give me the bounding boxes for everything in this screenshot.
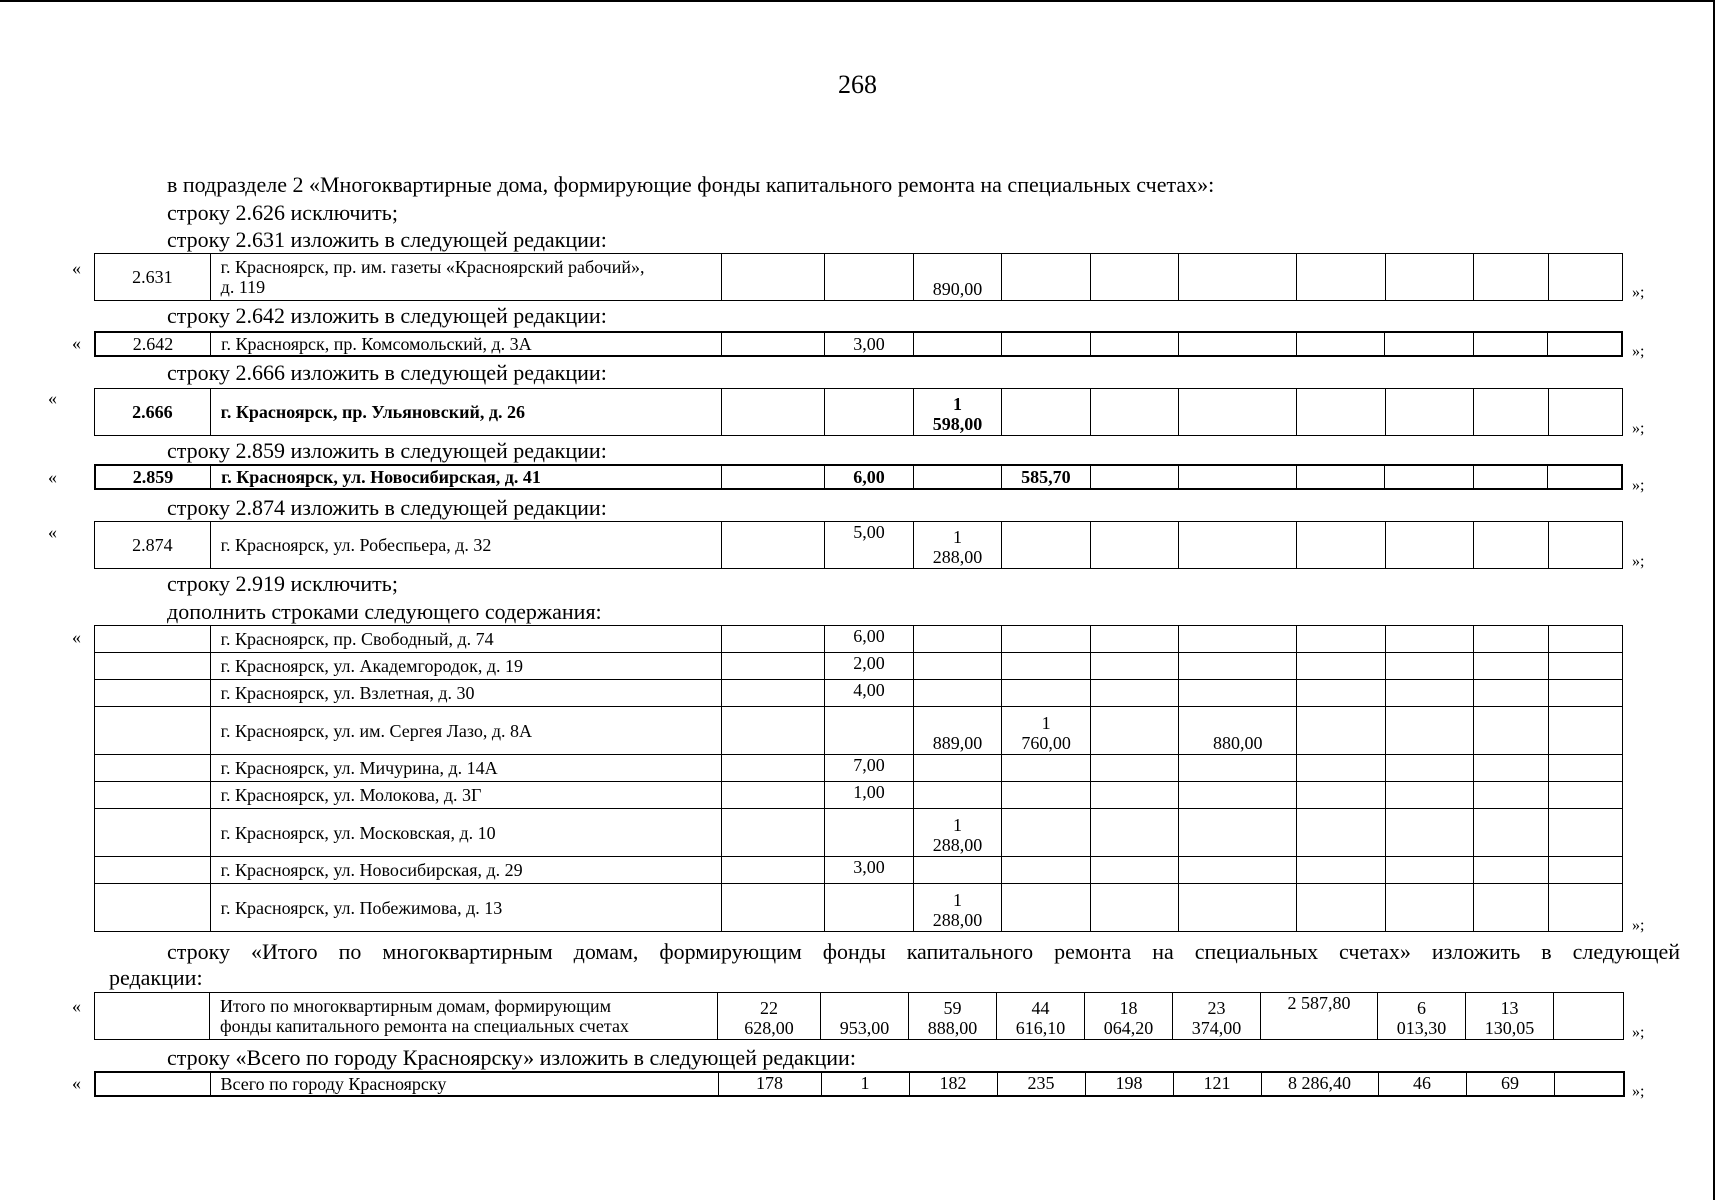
value-part: 18 bbox=[1119, 998, 1138, 1018]
value-cell bbox=[1466, 993, 1554, 1040]
value-cell bbox=[1548, 680, 1623, 707]
value-cell bbox=[913, 522, 1002, 569]
value-cell bbox=[721, 522, 825, 569]
row-number bbox=[95, 782, 211, 809]
table-row bbox=[95, 680, 1623, 707]
table-row bbox=[95, 809, 1623, 857]
value-cell bbox=[1297, 522, 1386, 569]
instruction-add-rows: дополнить строками следующего содержания: bbox=[167, 599, 602, 624]
open-quote: « bbox=[72, 996, 81, 1016]
value-cell bbox=[1385, 857, 1474, 884]
value-cell bbox=[913, 653, 1002, 680]
value-cell bbox=[721, 809, 825, 857]
value-cell bbox=[825, 707, 914, 755]
value-cell bbox=[1474, 809, 1548, 857]
value-part: 130,05 bbox=[1484, 1018, 1535, 1038]
value-cell bbox=[1548, 782, 1623, 809]
value-cell bbox=[721, 653, 825, 680]
table-row-2642 bbox=[94, 331, 1623, 357]
address-cell: г. Красноярск, пр. Ульяновский, д. 26 bbox=[210, 389, 721, 436]
value-cell bbox=[1090, 653, 1179, 680]
value-cell bbox=[1002, 653, 1091, 680]
value-cell bbox=[1297, 884, 1386, 932]
open-quote: « bbox=[72, 258, 81, 278]
close-quote: »; bbox=[1632, 477, 1645, 494]
value-cell bbox=[1474, 389, 1548, 436]
value-cell bbox=[825, 389, 914, 436]
table-row bbox=[95, 707, 1623, 755]
value-cell bbox=[721, 782, 825, 809]
value-part: 288,00 bbox=[932, 835, 983, 855]
value-cell bbox=[825, 809, 914, 857]
value-cell bbox=[721, 680, 825, 707]
table-row bbox=[95, 857, 1623, 884]
value-cell: 1 bbox=[821, 1072, 909, 1096]
value-part: 064,20 bbox=[1103, 1018, 1154, 1038]
total-label-line: фонды капитального ремонта на специальных счетах bbox=[220, 1016, 629, 1036]
value-part: 6 bbox=[1417, 998, 1426, 1018]
value-cell bbox=[913, 782, 1002, 809]
value-cell bbox=[1385, 680, 1474, 707]
row-number bbox=[95, 707, 211, 755]
value-cell bbox=[1090, 332, 1178, 356]
value-cell bbox=[1297, 626, 1386, 653]
value-cell bbox=[1548, 857, 1623, 884]
value-cell bbox=[721, 465, 825, 489]
table-row bbox=[95, 626, 1623, 653]
value-cell bbox=[1385, 332, 1473, 356]
value-cell bbox=[1474, 653, 1548, 680]
value-cell: 121 bbox=[1173, 1072, 1261, 1096]
value-cell: 46 bbox=[1378, 1072, 1466, 1096]
value-cell: 6,00 bbox=[825, 626, 914, 653]
value-cell: 2,00 bbox=[825, 653, 914, 680]
value-cell bbox=[1385, 626, 1474, 653]
value-part: 1 bbox=[1041, 713, 1051, 733]
value-cell: 235 bbox=[997, 1072, 1085, 1096]
value-cell bbox=[1179, 680, 1297, 707]
close-quote: »; bbox=[1632, 420, 1645, 437]
value-cell bbox=[913, 857, 1002, 884]
row-number bbox=[95, 626, 211, 653]
value-cell bbox=[1548, 465, 1623, 489]
value-cell bbox=[909, 993, 997, 1040]
value-cell bbox=[1548, 755, 1623, 782]
value-part: 598,00 bbox=[932, 414, 983, 434]
value-part: 22 bbox=[760, 998, 778, 1018]
close-quote: »; bbox=[1632, 284, 1645, 301]
value-cell bbox=[721, 755, 825, 782]
value-part: 1 bbox=[953, 815, 963, 835]
value-cell bbox=[1474, 782, 1548, 809]
table-row bbox=[95, 782, 1623, 809]
value-cell bbox=[1473, 332, 1547, 356]
value-cell bbox=[1002, 680, 1091, 707]
value-cell bbox=[1548, 254, 1623, 301]
row-number bbox=[95, 809, 211, 857]
value-cell bbox=[1297, 389, 1386, 436]
open-quote: « bbox=[72, 1073, 81, 1093]
value-cell bbox=[721, 707, 825, 755]
row-number bbox=[95, 653, 211, 680]
value-cell bbox=[825, 884, 914, 932]
table-row-2859 bbox=[94, 464, 1623, 490]
table-row bbox=[95, 755, 1623, 782]
value-cell bbox=[1002, 332, 1090, 356]
value-cell bbox=[1002, 626, 1091, 653]
value-part: 628,00 bbox=[744, 1018, 794, 1038]
value-cell bbox=[913, 809, 1002, 857]
instruction-edit-2666: строку 2.666 изложить в следующей редакции: bbox=[167, 360, 607, 385]
value-part: 013,30 bbox=[1396, 1018, 1447, 1038]
value-cell bbox=[1297, 254, 1386, 301]
value-cell bbox=[1385, 809, 1474, 857]
instruction-exclude-2919: строку 2.919 исключить; bbox=[167, 571, 398, 596]
open-quote: « bbox=[48, 522, 57, 542]
value-cell bbox=[721, 254, 825, 301]
value-cell bbox=[1297, 680, 1386, 707]
value-cell bbox=[1179, 389, 1297, 436]
value-cell bbox=[721, 332, 825, 356]
address-cell: г. Красноярск, ул. Взлетная, д. 30 bbox=[210, 680, 721, 707]
page-number: 268 bbox=[838, 70, 877, 99]
row-number bbox=[95, 857, 211, 884]
value-cell bbox=[1385, 254, 1474, 301]
value-cell: 182 bbox=[909, 1072, 997, 1096]
address-cell: г. Красноярск, ул. Молокова, д. 3Г bbox=[210, 782, 721, 809]
value-part: 616,10 bbox=[1015, 1018, 1066, 1038]
close-quote: »; bbox=[1632, 1083, 1645, 1100]
value-cell bbox=[1297, 782, 1386, 809]
row-number: 2.642 bbox=[95, 332, 211, 356]
value-cell bbox=[1474, 626, 1548, 653]
value-cell bbox=[825, 254, 914, 301]
instruction-edit-2874: строку 2.874 изложить в следующей редакции: bbox=[167, 495, 607, 520]
value-part: 288,00 bbox=[932, 910, 983, 930]
address-cell: г. Красноярск, ул. Новосибирская, д. 29 bbox=[210, 857, 721, 884]
address-cell: г. Красноярск, ул. Новосибирская, д. 41 bbox=[211, 465, 722, 489]
value-cell bbox=[1179, 755, 1297, 782]
address-cell: г. Красноярск, ул. Московская, д. 10 bbox=[210, 809, 721, 857]
address-cell: г. Красноярск, ул. Мичурина, д. 14А bbox=[210, 755, 721, 782]
table-row-2631 bbox=[94, 253, 1623, 301]
value-part: 374,00 bbox=[1191, 1018, 1242, 1038]
value-cell bbox=[1179, 782, 1297, 809]
value-cell: 889,00 bbox=[913, 707, 1002, 755]
added-rows-table bbox=[94, 625, 1623, 932]
value-cell: 3,00 bbox=[825, 857, 914, 884]
value-cell bbox=[1385, 755, 1474, 782]
value-cell bbox=[1378, 993, 1466, 1040]
value-cell bbox=[1385, 707, 1474, 755]
value-cell: 953,00 bbox=[821, 993, 909, 1040]
value-cell bbox=[1090, 857, 1179, 884]
value-cell: 585,70 bbox=[1002, 465, 1090, 489]
table-row-2666 bbox=[94, 388, 1623, 436]
value-cell bbox=[913, 884, 1002, 932]
value-cell bbox=[1385, 653, 1474, 680]
open-quote: « bbox=[48, 388, 57, 408]
value-cell bbox=[1002, 755, 1091, 782]
value-cell bbox=[1297, 857, 1386, 884]
value-cell bbox=[1548, 332, 1623, 356]
value-cell bbox=[1179, 254, 1297, 301]
value-cell bbox=[1548, 389, 1623, 436]
address-cell: г. Красноярск, пр. Свободный, д. 74 bbox=[210, 626, 721, 653]
value-cell bbox=[1090, 884, 1179, 932]
value-cell bbox=[1385, 782, 1474, 809]
value-cell bbox=[913, 755, 1002, 782]
value-cell: 1,00 bbox=[825, 782, 914, 809]
value-cell bbox=[1548, 653, 1623, 680]
address-line: г. Красноярск, пр. им. газеты «Красноярский рабочий», bbox=[220, 257, 645, 277]
value-cell: 8 286,40 bbox=[1261, 1072, 1378, 1096]
close-quote: »; bbox=[1632, 917, 1645, 934]
value-cell bbox=[1173, 993, 1261, 1040]
value-cell bbox=[1296, 332, 1384, 356]
value-cell bbox=[1090, 522, 1179, 569]
value-cell bbox=[1090, 707, 1179, 755]
instruction-edit-vsego: строку «Всего по городу Красноярску» изложить в следующей редакции: bbox=[167, 1045, 856, 1070]
total-label-cell: Всего по городу Красноярску bbox=[210, 1072, 718, 1096]
row-number: 2.666 bbox=[95, 389, 211, 436]
value-cell bbox=[1002, 884, 1091, 932]
table-row-vsego bbox=[94, 1071, 1625, 1097]
value-part: 760,00 bbox=[1021, 733, 1071, 753]
value-cell bbox=[1474, 857, 1548, 884]
value-cell bbox=[1179, 884, 1297, 932]
value-cell bbox=[1548, 522, 1623, 569]
address-cell: г. Красноярск, ул. Академгородок, д. 19 bbox=[210, 653, 721, 680]
value-cell bbox=[1179, 857, 1297, 884]
value-cell bbox=[1554, 1072, 1624, 1096]
value-cell: 7,00 bbox=[825, 755, 914, 782]
value-cell bbox=[1474, 707, 1548, 755]
value-cell bbox=[913, 626, 1002, 653]
value-cell bbox=[721, 884, 825, 932]
table-row-2874 bbox=[94, 521, 1623, 569]
table-row-itogo bbox=[94, 992, 1624, 1040]
value-cell bbox=[997, 993, 1085, 1040]
value-cell bbox=[1548, 707, 1623, 755]
value-cell bbox=[1474, 522, 1548, 569]
value-cell bbox=[913, 465, 1001, 489]
value-cell: 880,00 bbox=[1179, 707, 1297, 755]
open-quote: « bbox=[48, 467, 57, 487]
instruction-edit-2859: строку 2.859 изложить в следующей редакции: bbox=[167, 438, 607, 463]
value-part: 13 bbox=[1500, 998, 1519, 1018]
value-cell bbox=[1297, 809, 1386, 857]
value-cell bbox=[1090, 389, 1179, 436]
value-cell bbox=[1090, 465, 1178, 489]
value-cell bbox=[1002, 782, 1091, 809]
value-cell: 5,00 bbox=[825, 522, 914, 569]
value-cell bbox=[1474, 680, 1548, 707]
instruction-edit-itogo-cont: редакции: bbox=[109, 965, 203, 990]
value-cell bbox=[1179, 465, 1297, 489]
instruction-edit-2631: строку 2.631 изложить в следующей редакции: bbox=[167, 227, 607, 252]
value-cell bbox=[1179, 332, 1297, 356]
value-cell bbox=[1297, 653, 1386, 680]
value-part: 1 bbox=[953, 394, 963, 414]
close-quote: »; bbox=[1632, 343, 1645, 360]
value-cell bbox=[1179, 522, 1297, 569]
value-cell bbox=[1297, 707, 1386, 755]
value-cell bbox=[1002, 857, 1091, 884]
value-part: 44 bbox=[1031, 998, 1050, 1018]
value-cell: 890,00 bbox=[913, 254, 1002, 301]
value-cell bbox=[721, 626, 825, 653]
close-quote: »; bbox=[1632, 553, 1645, 570]
value-part: 1 bbox=[953, 527, 963, 547]
row-number bbox=[95, 884, 211, 932]
value-cell bbox=[1179, 809, 1297, 857]
row-number bbox=[95, 993, 210, 1040]
value-cell bbox=[721, 389, 825, 436]
close-quote: »; bbox=[1632, 1024, 1645, 1041]
value-cell bbox=[1548, 626, 1623, 653]
value-cell bbox=[1090, 626, 1179, 653]
value-cell: 6,00 bbox=[825, 465, 913, 489]
instruction-edit-itogo: строку «Итого по многоквартирным домам, формирующим фонды капитального ремонта на специальных счетах» изложить в следующей bbox=[167, 939, 1680, 964]
address-cell: г. Красноярск, ул. им. Сергея Лазо, д. 8А bbox=[210, 707, 721, 755]
value-cell bbox=[913, 389, 1002, 436]
value-cell bbox=[1179, 626, 1297, 653]
open-quote: « bbox=[72, 627, 81, 647]
value-part: 1 bbox=[953, 890, 963, 910]
value-cell bbox=[1473, 465, 1547, 489]
value-cell bbox=[1474, 884, 1548, 932]
value-cell bbox=[1002, 522, 1091, 569]
value-cell bbox=[1002, 707, 1091, 755]
row-number: 2.874 bbox=[95, 522, 211, 569]
value-cell: 3,00 bbox=[825, 332, 913, 356]
value-cell bbox=[1297, 755, 1386, 782]
value-cell: 69 bbox=[1466, 1072, 1554, 1096]
value-cell bbox=[1090, 254, 1179, 301]
value-cell bbox=[1002, 389, 1091, 436]
row-number bbox=[95, 680, 211, 707]
total-label-line: Итого по многоквартирным домам, формирующим bbox=[220, 996, 611, 1016]
address-cell: г. Красноярск, ул. Побежимова, д. 13 bbox=[210, 884, 721, 932]
intro-text: в подразделе 2 «Многоквартирные дома, формирующие фонды капитального ремонта на специальных счетах»: bbox=[167, 172, 1215, 197]
address-cell bbox=[210, 254, 721, 301]
value-cell bbox=[913, 680, 1002, 707]
value-cell bbox=[913, 332, 1001, 356]
value-part: 23 bbox=[1207, 998, 1226, 1018]
value-cell bbox=[1474, 755, 1548, 782]
table-row bbox=[95, 653, 1623, 680]
row-number bbox=[95, 1072, 210, 1096]
value-cell bbox=[1385, 465, 1473, 489]
instruction-edit-2642: строку 2.642 изложить в следующей редакции: bbox=[167, 303, 607, 328]
value-cell bbox=[1090, 755, 1179, 782]
value-cell bbox=[1090, 680, 1179, 707]
total-label-cell bbox=[210, 993, 718, 1040]
value-cell bbox=[1548, 884, 1623, 932]
value-cell bbox=[1085, 993, 1173, 1040]
value-cell bbox=[1385, 884, 1474, 932]
open-quote: « bbox=[72, 333, 81, 353]
value-cell bbox=[1090, 809, 1179, 857]
value-part: 288,00 bbox=[932, 547, 983, 567]
value-part: 59 bbox=[943, 998, 962, 1018]
value-cell bbox=[1179, 653, 1297, 680]
row-number: 2.631 bbox=[95, 254, 211, 301]
value-cell bbox=[718, 993, 821, 1040]
value-cell bbox=[1548, 809, 1623, 857]
address-cell: г. Красноярск, пр. Комсомольский, д. 3А bbox=[211, 332, 722, 356]
value-cell: 4,00 bbox=[825, 680, 914, 707]
value-cell bbox=[1296, 465, 1384, 489]
value-cell bbox=[1385, 522, 1474, 569]
address-line: д. 119 bbox=[220, 277, 266, 297]
row-number bbox=[95, 755, 211, 782]
instruction-exclude-2626: строку 2.626 исключить; bbox=[167, 200, 398, 225]
value-cell bbox=[1385, 389, 1474, 436]
value-cell bbox=[1554, 993, 1624, 1040]
value-cell bbox=[1090, 782, 1179, 809]
value-cell bbox=[1002, 254, 1091, 301]
value-cell: 178 bbox=[718, 1072, 821, 1096]
address-cell: г. Красноярск, ул. Робеспьера, д. 32 bbox=[210, 522, 721, 569]
value-cell: 2 587,80 bbox=[1261, 993, 1378, 1040]
value-cell bbox=[1002, 809, 1091, 857]
table-row bbox=[95, 884, 1623, 932]
row-number: 2.859 bbox=[95, 465, 211, 489]
value-cell bbox=[721, 857, 825, 884]
value-part: 888,00 bbox=[927, 1018, 978, 1038]
value-cell: 198 bbox=[1085, 1072, 1173, 1096]
value-cell bbox=[1474, 254, 1548, 301]
